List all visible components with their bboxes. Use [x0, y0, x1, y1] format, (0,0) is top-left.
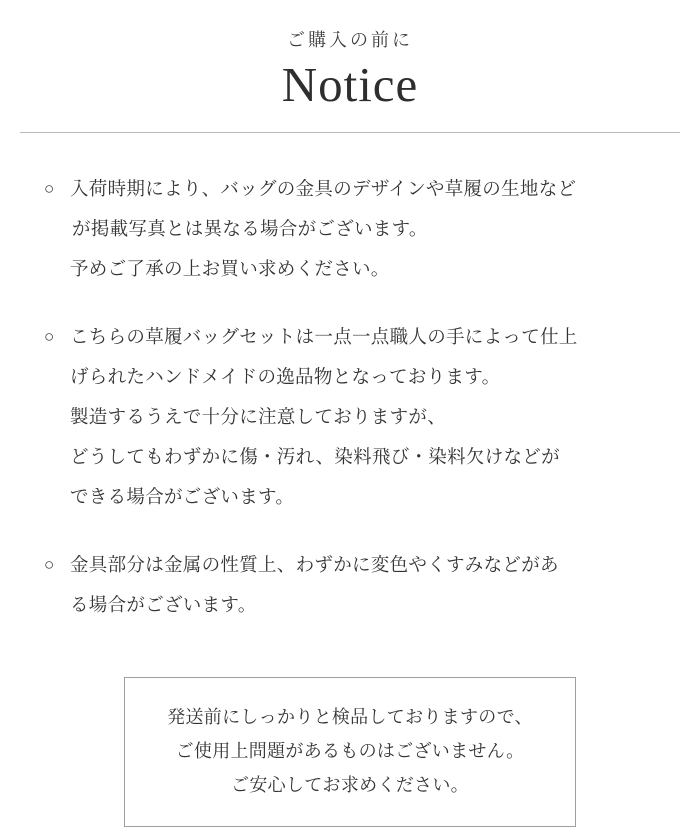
note-body: [44, 169, 656, 289]
note-line: 予めご了承の上お買い求めください。: [70, 257, 390, 279]
footer-note-box: [124, 677, 576, 827]
footer-note-wrapper: [0, 677, 700, 827]
note-line: げられたハンドメイドの逸品物となっております。: [70, 365, 501, 387]
header-subtitle: ご購入の前に: [287, 30, 413, 50]
bullet-circle-icon: ○: [44, 554, 55, 574]
note-body: [44, 317, 656, 517]
note-item: [44, 317, 656, 517]
note-line: 金具部分は金属の性質上、わずかに変色やくすみなどがあ: [70, 553, 559, 575]
note-line: る場合がございます。: [70, 593, 257, 615]
note-line: が掲載写真とは異なる場合がございます。: [72, 217, 428, 239]
bullet-circle-icon: ○: [44, 178, 55, 198]
footer-note-line: 発送前にしっかりと検品しておりますので、: [167, 706, 533, 727]
footer-note-line: ご使用上問題があるものはございません。: [175, 740, 525, 761]
note-item: [44, 169, 656, 289]
note-line: 製造するうえで十分に注意しておりますが、: [70, 405, 447, 427]
page-title: Notice: [281, 57, 419, 113]
page-header: [0, 0, 700, 133]
note-item: [44, 545, 656, 625]
bullet-circle-icon: ○: [44, 326, 55, 346]
note-line: できる場合がございます。: [70, 485, 295, 507]
note-body: [44, 545, 656, 625]
note-line: 入荷時期により、バッグの金具のデザインや草履の生地など: [70, 177, 577, 199]
notes-list: [44, 133, 656, 625]
note-line: どうしてもわずかに傷・汚れ、染料飛び・染料欠けなどが: [70, 445, 560, 467]
footer-note-line: ご安心してお求めください。: [231, 774, 469, 795]
note-line: こちらの草履バッグセットは一点一点職人の手によって仕上: [70, 325, 578, 347]
